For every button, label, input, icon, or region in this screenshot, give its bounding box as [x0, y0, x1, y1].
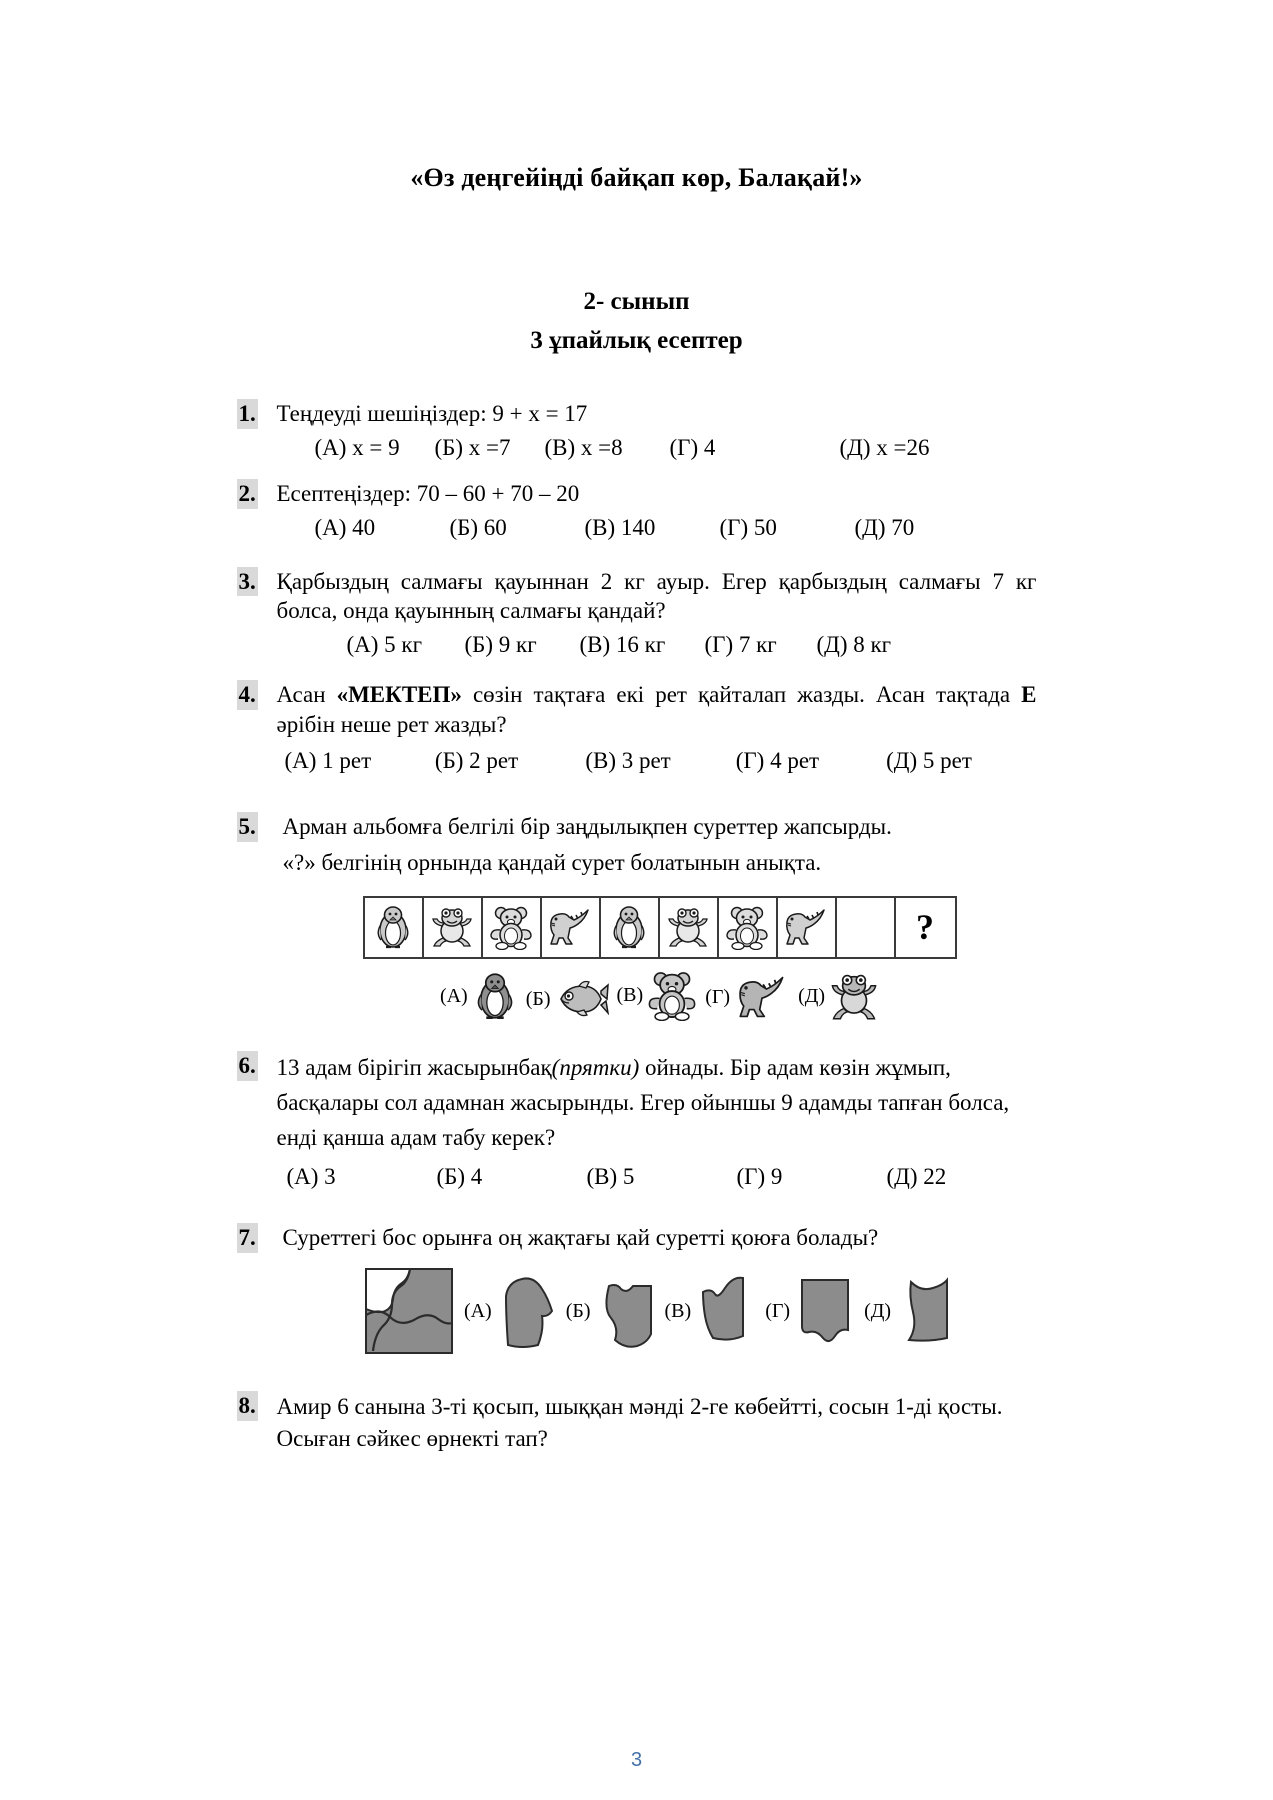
question-number: 4. [237, 680, 258, 710]
q6-part1: 13 адам бірігіп жасырынбақ [276, 1054, 552, 1080]
penguin-icon [373, 904, 413, 950]
option-label: (Д) [798, 984, 826, 1007]
question-number: 2. [237, 479, 258, 509]
question-4 [237, 680, 1037, 776]
option-b[interactable]: (Б) 4 [436, 1163, 483, 1189]
questions-container [237, 399, 1037, 1455]
question-number: 8. [237, 1391, 258, 1421]
option-b[interactable]: (Б) 9 кг [464, 632, 537, 658]
frog-icon [829, 971, 879, 1021]
question-6 [237, 1051, 1037, 1192]
option-label: (Г) [765, 1300, 791, 1323]
dino-icon [734, 973, 790, 1021]
page-number: 3 [630, 1749, 643, 1771]
bear-icon [647, 969, 697, 1021]
option-label: (Б) [525, 987, 551, 1010]
question-mark-label: ? [916, 907, 934, 948]
option-label: (В) [664, 1300, 692, 1323]
question-1 [237, 399, 1037, 463]
option-b[interactable]: (Б) 2 рет [434, 748, 519, 774]
option-g[interactable]: (Г) 7 кг [704, 632, 777, 658]
option-d[interactable]: (Д) x =26 [839, 434, 930, 460]
q4-part2: сөзін тақтаға екі рет қайталап жазды. Асан тақтада [461, 682, 1022, 708]
shape-v-icon [697, 1272, 755, 1350]
option-v[interactable]: (В) x =8 [544, 434, 623, 460]
frog-icon [430, 905, 474, 949]
option-label: (Г) [705, 985, 731, 1008]
q4-part1: Асан [276, 682, 337, 708]
sequence-strip-wrap [283, 896, 1037, 959]
option-a[interactable]: (А) x = 9 [314, 434, 400, 460]
q6-part2: ойнады. Бір адам көзін жұмып, басқалары сол адамнан жасырынды. Егер ойыншы 9 адамды тапған болса, енді қанша адам табу керек? [276, 1054, 1010, 1150]
question-7 [237, 1223, 1037, 1355]
options-row [277, 630, 1037, 660]
q5-option-d[interactable] [798, 971, 879, 1021]
q7-option-g[interactable] [765, 1274, 854, 1348]
option-a[interactable]: (А) 1 рет [284, 748, 372, 774]
options-row [277, 433, 1037, 463]
sequence-cell-8 [778, 898, 837, 957]
frog-icon [666, 905, 710, 949]
q7-option-v[interactable] [665, 1272, 756, 1350]
q5-option-b[interactable] [526, 977, 609, 1021]
option-d[interactable]: (Д) 5 рет [886, 748, 972, 774]
options-row [277, 513, 1037, 543]
question-text [277, 680, 1037, 740]
question-text: Амир 6 санына 3-ті қосып, шыққан мәнді 2-ге көбейтті, сосын 1-ді қосты. Осыған сәйкес өрнекті тап? [276, 1394, 1003, 1452]
option-v[interactable]: (В) 3 рет [585, 748, 671, 774]
options-row [277, 746, 1037, 776]
option-b[interactable]: (Б) 60 [449, 514, 507, 540]
q6-italic: (прятки) [551, 1054, 640, 1080]
question-number: 1. [237, 399, 258, 429]
shape-a-icon [498, 1274, 556, 1348]
option-label: (В) [616, 983, 644, 1006]
q4-letter: Е [1021, 682, 1037, 708]
sequence-cell-7 [719, 898, 778, 957]
option-label: (Б) [565, 1300, 591, 1323]
question-text [277, 1051, 1037, 1156]
question-number: 5. [237, 812, 258, 842]
sequence-cell-5 [601, 898, 660, 957]
option-d[interactable]: (Д) 22 [886, 1163, 947, 1189]
q7-shapes-row [283, 1267, 1037, 1355]
penguin-icon [609, 904, 649, 950]
sequence-cell-6 [660, 898, 719, 957]
option-v[interactable]: (В) 16 кг [579, 632, 666, 658]
q7-option-a[interactable] [464, 1274, 556, 1348]
option-d[interactable]: (Д) 70 [854, 514, 915, 540]
q5-option-v[interactable] [617, 969, 698, 1021]
option-label: (А) [439, 984, 468, 1007]
sequence-cell-4 [542, 898, 601, 957]
option-v[interactable]: (В) 140 [584, 514, 656, 540]
points-heading: 3 ұпайлық есептер [530, 327, 743, 354]
option-b[interactable]: (Б) x =7 [434, 434, 511, 460]
sequence-strip [363, 896, 957, 959]
option-a[interactable]: (А) 3 [286, 1163, 336, 1189]
bear-icon [489, 904, 533, 950]
option-label: (Д) [864, 1300, 892, 1323]
option-g[interactable]: (Г) 50 [719, 514, 777, 540]
bear-icon [725, 904, 769, 950]
option-a[interactable]: (А) 5 кг [346, 632, 423, 658]
option-g[interactable]: (Г) 4 [669, 434, 716, 460]
sequence-cell-3 [483, 898, 542, 957]
option-g[interactable]: (Г) 4 рет [735, 748, 820, 774]
q7-option-b[interactable] [566, 1274, 655, 1348]
page-title: «Өз деңгейіңді байқап көр, Балақай!» [410, 163, 863, 192]
question-text: Теңдеуді шешіңіздер: 9 + x = 17 [276, 401, 588, 426]
question-2 [237, 479, 1037, 543]
penguin-icon [472, 971, 518, 1021]
q4-word: «МЕКТЕП» [336, 682, 462, 708]
question-8 [237, 1391, 1037, 1454]
dino-icon [547, 906, 593, 948]
q4-part3: әрібін неше рет жазды? [276, 712, 507, 738]
question-text-line1: Арман альбомға белгілі бір заңдылықпен суреттер жапсырды. [282, 813, 892, 839]
shape-g-icon [796, 1274, 854, 1348]
options-row [277, 1162, 1037, 1192]
question-number: 6. [237, 1051, 258, 1081]
sequence-cell-2 [424, 898, 483, 957]
question-number: 3. [237, 567, 258, 597]
class-heading: 2- сынып [583, 288, 690, 315]
question-5 [237, 812, 1037, 1021]
question-text: Есептеңіздер: 70 – 60 + 70 – 20 [276, 480, 580, 506]
option-a[interactable]: (А) 40 [314, 514, 376, 540]
question-text: Қарбыздың салмағы қауыннан 2 кг ауыр. Егер қарбыздың салмағы 7 кг болса, онда қауынның салмағы қандай? [276, 568, 1037, 624]
option-g[interactable]: (Г) 9 [736, 1163, 783, 1189]
puzzle-square-with-gap [364, 1267, 454, 1355]
shape-b-icon [597, 1274, 655, 1348]
sequence-cell-1 [365, 898, 424, 957]
sequence-cell-question [896, 898, 955, 957]
q5-option-g[interactable] [705, 973, 790, 1021]
question-3 [237, 567, 1037, 661]
dino-icon [783, 906, 829, 948]
q5-options-row [283, 969, 1037, 1021]
question-text-line2: «?» белгінің орнында қандай сурет болатынын анықта. [282, 849, 822, 875]
option-v[interactable]: (В) 5 [586, 1163, 635, 1189]
option-label: (А) [463, 1300, 492, 1323]
q7-option-d[interactable] [864, 1274, 955, 1348]
q5-option-a[interactable] [440, 971, 518, 1021]
option-d[interactable]: (Д) 8 кг [816, 632, 892, 658]
question-number: 7. [237, 1223, 258, 1253]
fish-icon [555, 977, 609, 1021]
question-text: Суреттегі бос орынға оң жақтағы қай суретті қоюға болады? [282, 1225, 879, 1251]
sequence-cell-empty[interactable] [837, 898, 896, 957]
shape-d-icon [897, 1274, 955, 1348]
